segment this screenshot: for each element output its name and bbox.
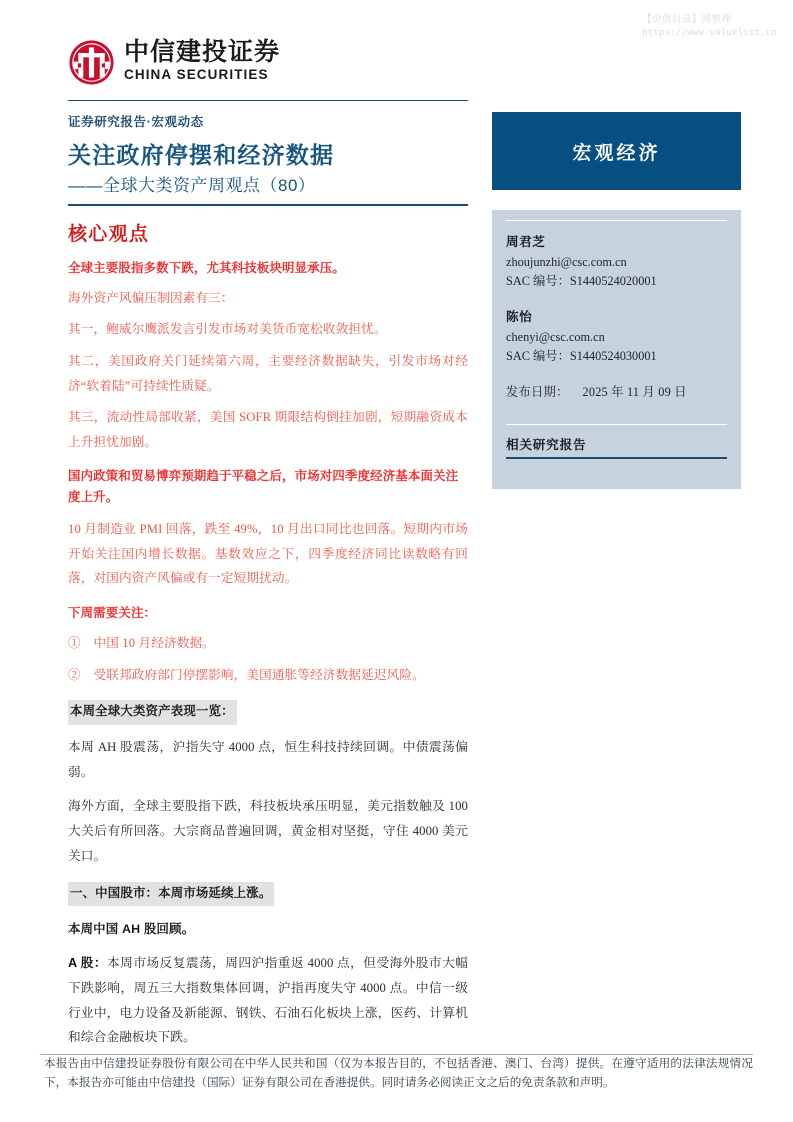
asset-overview-heading: 本周全球大类资产表现一览： <box>68 700 237 725</box>
related-underline <box>506 457 727 459</box>
a-share-text: 本周市场反复震荡，周四沪指重返 4000 点，但受海外股市大幅下跌影响，周五三大指数集体回调，沪指再度失守 4000 点。中信一级行业中，电力设备及新能源、钢铁、石油石化板块上涨，医药、计算机和综合金融板块下跌。 <box>68 956 468 1045</box>
related-research-title: 相关研究报告 <box>506 438 587 453</box>
next-week-heading: 下周需要关注： <box>68 606 157 620</box>
watermark <box>642 13 777 40</box>
next-week-item: ① 中国 10 月经济数据。 <box>68 636 215 651</box>
analyst-sac-number: SAC 编号：S1440524020001 <box>506 274 657 289</box>
brand-logo <box>68 36 468 88</box>
brand-text <box>124 39 280 86</box>
publish-date-label: 发布日期： <box>506 385 569 400</box>
related-research-section <box>492 424 741 459</box>
core-view-heading: 核心观点 <box>68 223 150 245</box>
core-lead-statement: 全球主要股指多数下跌，尤其科技板块明显承压。 <box>68 260 345 275</box>
analyst-info-panel <box>492 210 741 489</box>
footer-disclaimer: 本报告由中信建投证券股份有限公司在中华人民共和国（仅为本报告目的，不包括香港、澳门、台湾）提供。在遵守适用的法律法规情况下，本报告亦可能由中信建投（国际）证券有限公司在香港提供。同时请务必阅读正文之后的免责条款和声明。 <box>44 1057 753 1090</box>
analyst-entry <box>506 306 727 366</box>
core-paragraph: 其二，美国政府关门延续第六周，主要经济数据缺失，引发市场对经济“软着陆”可持续性质疑。 <box>68 354 468 393</box>
citic-logo-icon <box>68 39 115 86</box>
analyst-sac-number: SAC 编号：S1440524030001 <box>506 349 657 364</box>
analyst-email[interactable]: zhoujunzhi@csc.com.cn <box>506 255 627 269</box>
analyst-entry <box>506 231 727 291</box>
asset-overview-paragraph: 海外方面，全球主要股指下跌，科技板块承压明显，美元指数触及 100 大关后有所回落。大宗商品普遍回调，黄金相对坚挺，守住 4000 美元关口。 <box>68 799 468 863</box>
asset-overview-heading-wrap <box>68 700 468 725</box>
a-share-paragraph <box>68 951 468 1050</box>
section-one-heading-wrap <box>68 882 468 907</box>
core-lead-statement-2: 国内政策和贸易博弈预期趋于平稳之后，市场对四季度经济基本面关注度上升。 <box>68 469 459 505</box>
watermark-label: 【价值目录】网整理 <box>642 14 732 25</box>
sidebar-column <box>492 112 741 489</box>
core-paragraph: 其一，鲍威尔鹰派发言引发市场对美货币宽松收敛担忧。 <box>68 322 387 337</box>
publish-date-row <box>506 382 727 400</box>
page-title: 关注政府停摆和经济数据 <box>68 142 335 168</box>
analyst-name: 陈怡 <box>506 310 533 325</box>
a-share-label: A 股： <box>68 956 108 971</box>
section-one-heading: 一、中国股市：本周市场延续上涨。 <box>68 882 274 907</box>
analyst-info-inner <box>492 210 741 400</box>
analyst-email[interactable]: chenyi@csc.com.cn <box>506 330 605 345</box>
brand-name-en: CHINA SECURITIES <box>124 66 269 82</box>
report-kicker: 证券研究报告·宏观动态 <box>68 115 204 129</box>
title-divider <box>68 204 468 206</box>
publish-date-value: 2025 年 11 月 09 日 <box>582 385 687 400</box>
section-one-subheading: 本周中国 AH 股回顾。 <box>68 922 195 937</box>
asset-overview-paragraph: 本周 AH 股震荡，沪指失守 4000 点，恒生科技持续回调。中债震荡偏弱。 <box>68 739 468 779</box>
main-content-column <box>68 36 468 1050</box>
page-subtitle: ——全球大类资产周观点（80） <box>68 175 316 195</box>
next-week-item: ② 受联邦政府部门停摆影响，美国通胀等经济数据延迟风险。 <box>68 667 425 682</box>
panel-top-divider <box>506 220 727 221</box>
header-divider <box>68 100 468 101</box>
analyst-name: 周君芝 <box>506 235 546 249</box>
core-paragraph: 其三，流动性局部收紧，美国 SOFR 期限结构倒挂加剧，短期融资成本上升担忧加剧。 <box>68 410 468 449</box>
core-paragraph-2: 10 月制造业 PMI 回落，跌至 49%，10 月出口同比也回落。短期内市场开始关注国内增长数据。基数效应之下，四季度经济同比读数略有回落，对国内资产风偏或有一定短期扰动。 <box>68 522 468 586</box>
topic-banner <box>492 112 741 190</box>
watermark-url: https://www.valuelist.cn <box>642 27 777 38</box>
core-paragraph: 海外资产风偏压制因素有三： <box>68 290 234 305</box>
topic-banner-label: 宏观经济 <box>572 142 661 164</box>
brand-name-cn: 中信建投证券 <box>124 37 281 66</box>
